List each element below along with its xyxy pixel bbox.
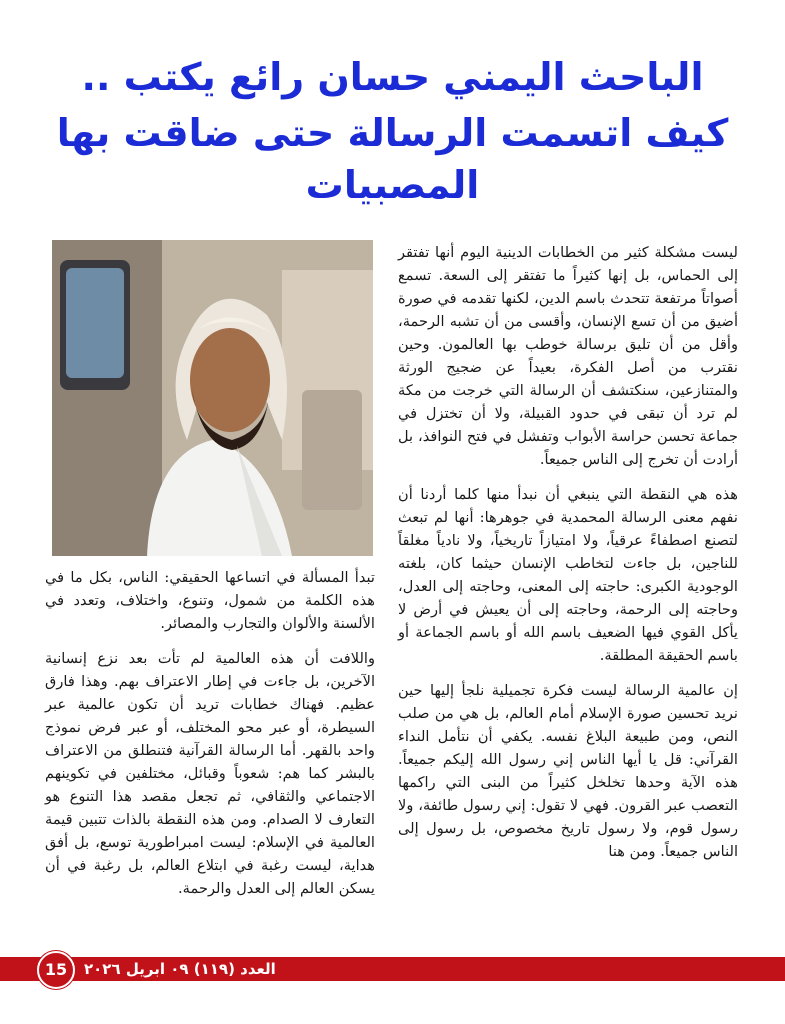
article-title-line-2: كيف اتسمت الرسالة حتى ضاقت بها (56, 111, 729, 155)
article-right-column (398, 241, 738, 875)
article-title-line-3: المصبيات (305, 163, 480, 207)
article-paragraph: هذه هي النقطة التي ينبغي أن نبدأ منها كلما أردنا أن نفهم معنى الرسالة المحمدية في جوهرها: أنها لم تبعث لتصنع اصطفاءً عرقياً، ولا امتيازاً تاريخياً، ولا نادياً مغلقاً للناجين، بل جاءت لتخاطب الإنسان حيثما كان، بلغته الوجودية الكبرى: حاجته إلى المعنى، وحاجته إلى العدل، وحاجته إلى الرحمة، وحاجته إلى أن يعيش في أرض لا يأكل القوي فيها الضعيف باسم الله أو باسم الجماعة أو باسم الحقيقة المطلقة. (398, 486, 738, 664)
article-title-line-1: الباحث اليمني حسان رائع يكتب .. (81, 55, 704, 99)
article-paragraph: إن عالمية الرسالة ليست فكرة تجميلية نلجأ إليها حين نريد تحسين صورة الإسلام أمام العالم، بل هي من صلب النص، ومن طبيعة البلاغ نفسه. يكفي أن نتأمل النداء القرآني: قل يا أيها الناس إني رسول الله إليكم جميعاً. هذه الآية وحدها تخلخل كثيراً من البنى التي راكمها التعصب عبر القرون. فهي لا تقول: إني رسول طائفة، ولا رسول قوم، ولا رسول تاريخ مخصوص، بل رسول إلى الناس جميعاً. ومن هنا (398, 682, 738, 860)
article-paragraph: ليست مشكلة كثير من الخطابات الدينية اليوم أنها تفتقر إلى الحماس، بل إنها كثيراً ما تفتقر إلى السعة. تسمع أصواتاً مرتفعة تتحدث باسم الدين، لكنها تقدمه في صورة أضيق من أن تسع الإنسان، وأقسى من أن تشبه الرحمة، وأقل من أن تليق برسالة خوطب بها العالمون. وحين نقترب من أصل الفكرة، بعيداً عن ضجيج الورثة والمتنازعين، سنكتشف أن الرسالة التي خرجت من مكة لم ترد أن تبقى في حدود القبيلة، ولا أن تختزل في جماعة تحسن حراسة الأبواب وتفشل في فتح النوافذ، بل أرادت أن تخرج إلى الناس جميعاً. (398, 244, 738, 468)
article-left-column (45, 566, 375, 912)
article-paragraph: واللافت أن هذه العالمية لم تأت بعد نزع إنسانية الآخرين، بل جاءت في إطار الاعتراف بهم. وهذا فارق عظيم. فهناك خطابات تريد أن تكون عالمية عبر السيطرة، أو عبر محو المختلف، أو عبر فرض نموذج واحد بالقهر. أما الرسالة القرآنية فتنطلق من الاعتراف بالبشر كما هم: شعوباً وقبائل، مختلفين في تكوينهم الاجتماعي والثقافي، ثم تجعل مقصد هذا التنوع هو التعارف لا الصدام. ومن هذه النقطة بالذات تتبين قيمة العالمية في الإسلام: ليست امبراطورية توسع، بل أفق هداية، ليست رغبة في ابتلاع العالم، بل رغبة في أن يسكن العالم إلى العدل والرحمة. (45, 650, 375, 897)
article-paragraph: تبدأ المسألة في اتساعها الحقيقي: الناس، بكل ما في هذه الكلمة من شمول، وتنوع، واختلاف، وتعدد في الألسنة والألوان والتجارب والمصائر. (45, 569, 375, 632)
author-photo (52, 240, 373, 556)
page-number-badge: 15 (37, 951, 75, 989)
issue-info: العدد (١١٩) ٠٩ ابريل ٢٠٢٦ (84, 960, 276, 978)
